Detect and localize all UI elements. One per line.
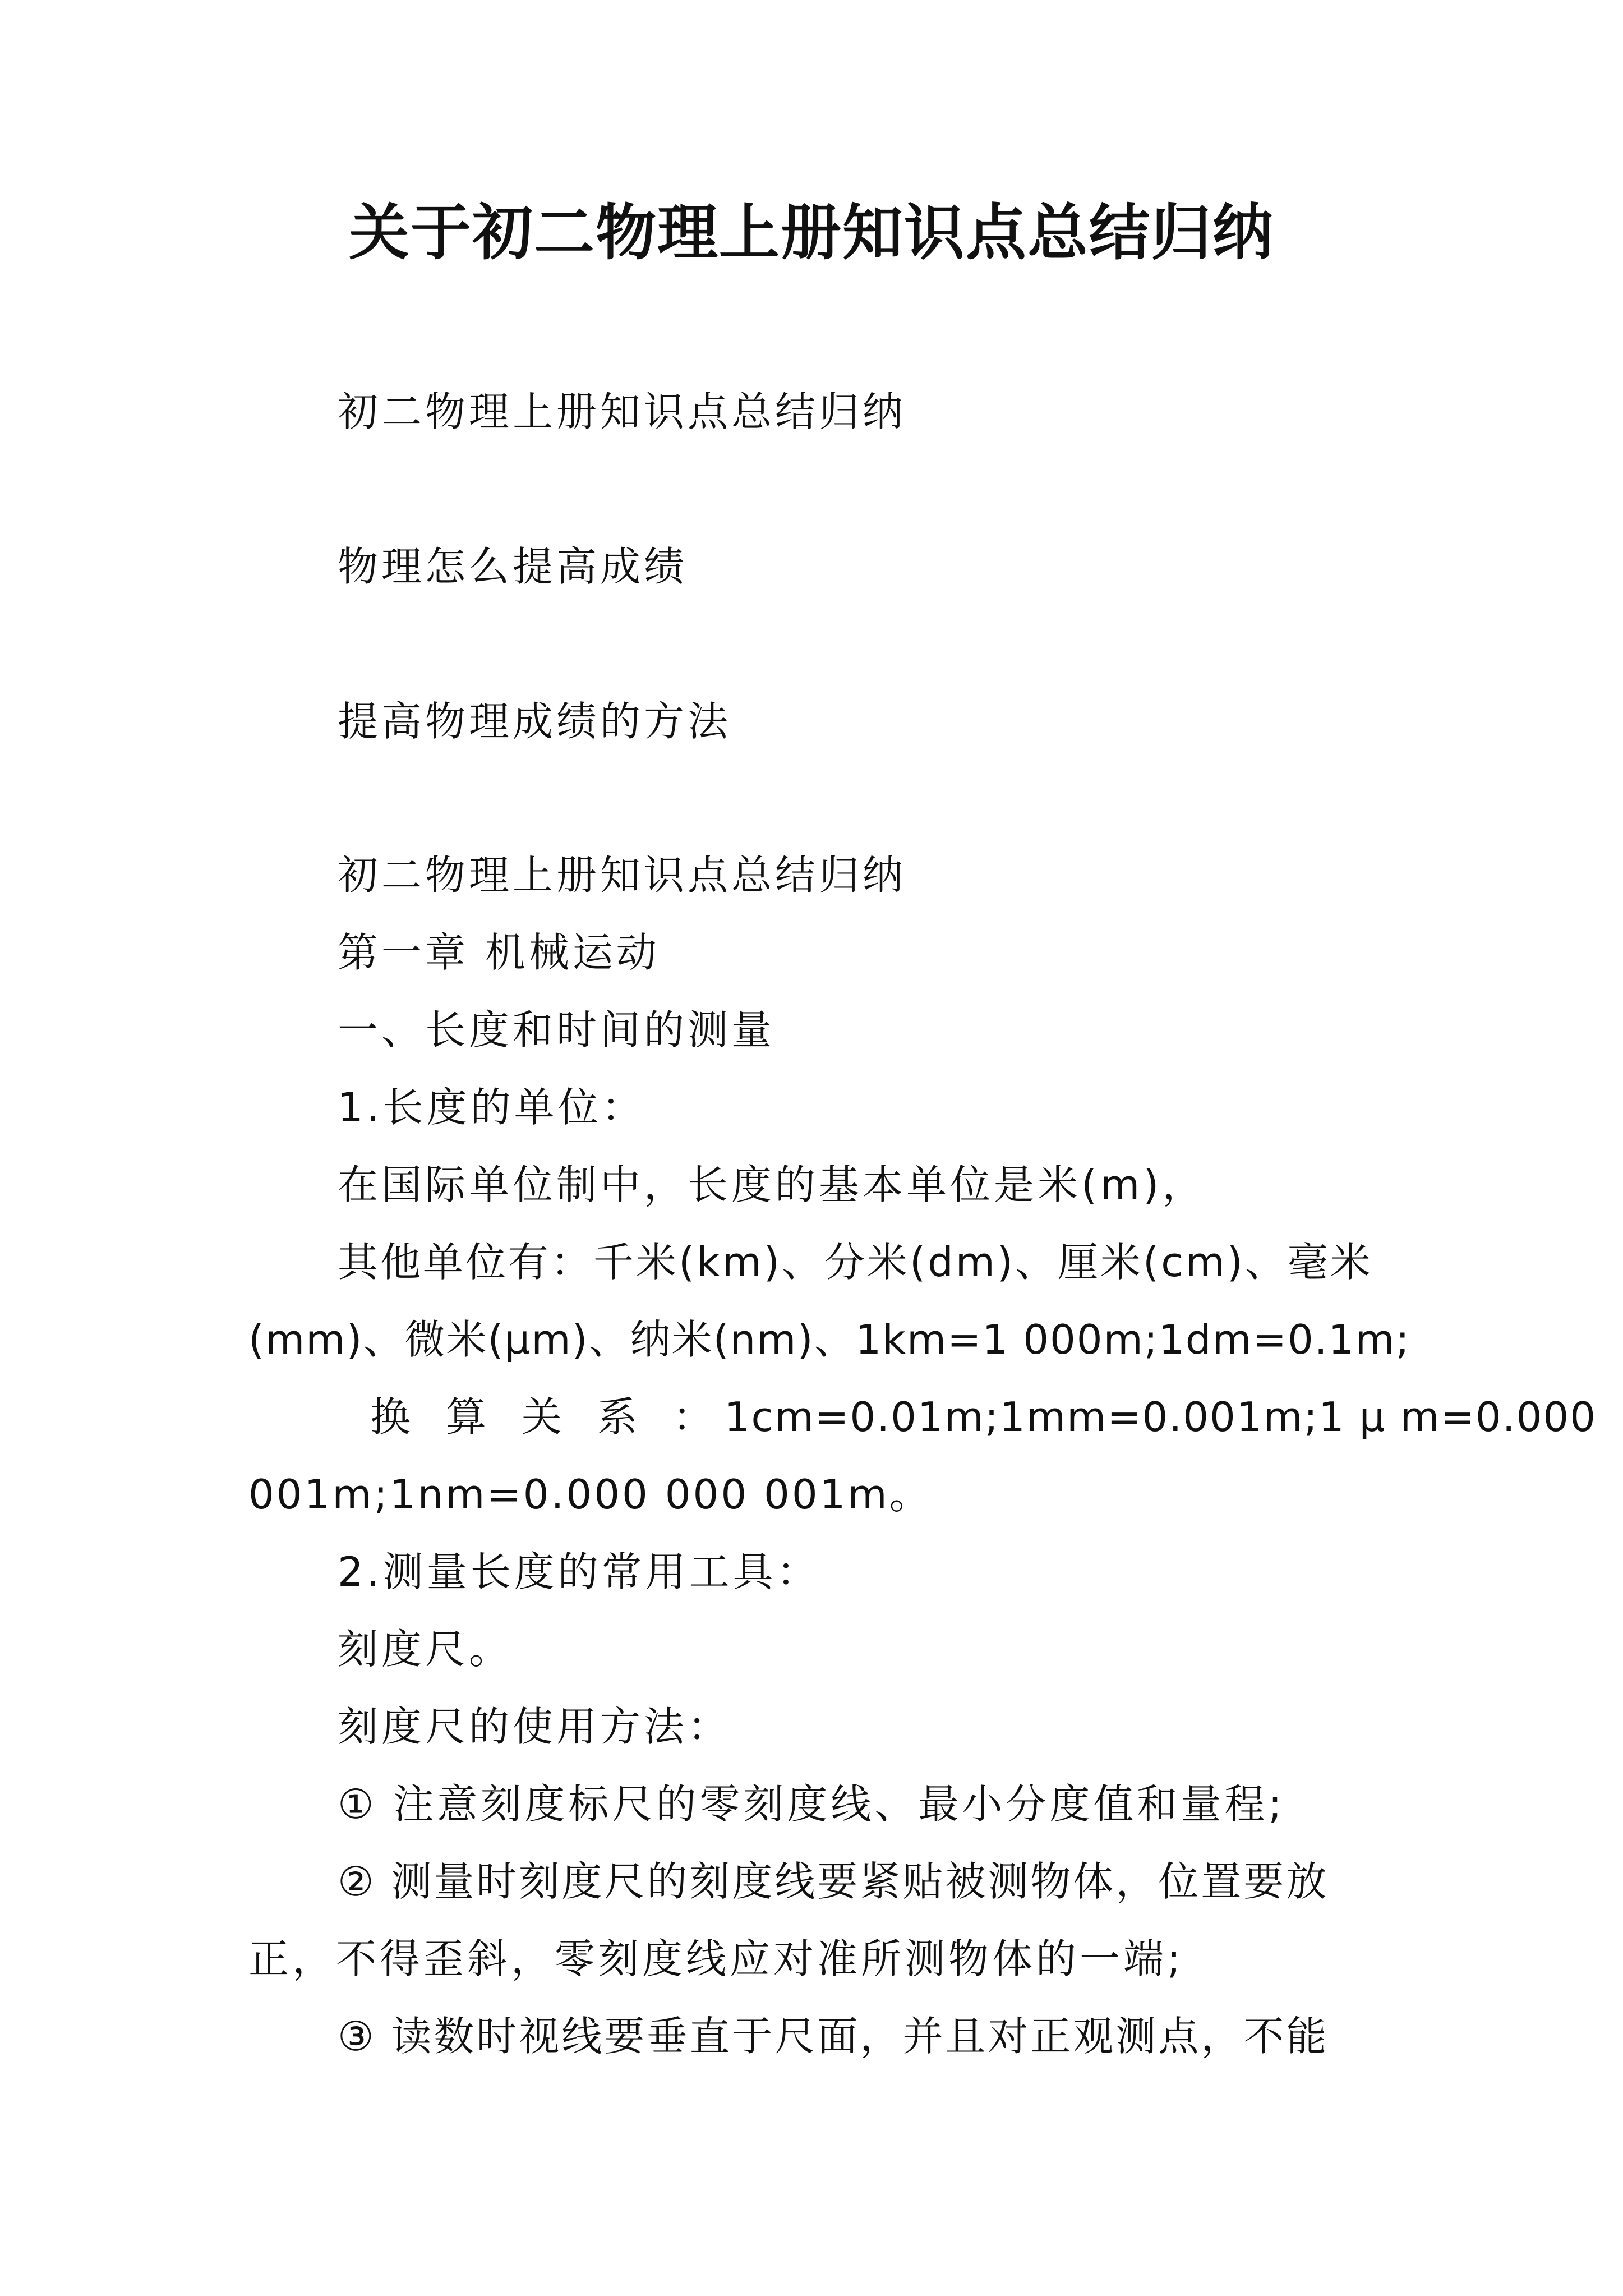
list-item-line: ③ 读数时视线要垂直于尺面，并且对正观测点，不能 [338,2013,1329,2060]
paragraph: 在国际单位制中，长度的基本单位是米(m)， [338,1161,1206,1208]
conversion-label: 换 算 关 系 ： [370,1393,725,1441]
subsection-heading: 1.长度的单位： [338,1084,645,1131]
subsection-heading: 2.测量长度的常用工具： [338,1548,820,1595]
paragraph: 刻度尺的使用方法： [338,1703,732,1750]
paragraph-subtitle: 初二物理上册知识点总结归纳 [338,388,907,435]
paragraph-line: 001m;1nm=0.000 000 001m。 [248,1471,932,1518]
document-title: 关于初二物理上册知识点总结归纳 [348,197,1274,268]
list-item-line: 正，不得歪斜，零刻度线应对准所测物体的一端; [248,1935,1184,1982]
chapter-heading: 第一章 机械运动 [338,929,660,976]
list-item: ① 注意刻度标尺的零刻度线、最小分度值和量程; [338,1780,1285,1828]
paragraph-line: 其他单位有：千米(km)、分米(dm)、厘米(cm)、毫米 [338,1239,1373,1286]
conversion-values: 1cm=0.01m;1mm=0.001m;1 μ m=0.000 [724,1393,1597,1441]
list-item-line: ② 测量时刻度尺的刻度线要紧贴被测物体，位置要放 [338,1858,1329,1905]
paragraph-heading: 提高物理成绩的方法 [338,698,732,745]
section-heading: 一、长度和时间的测量 [338,1006,776,1053]
paragraph-line: (mm)、微米(μm)、纳米(nm)、1km=1 000m;1dm=0.1m; [248,1316,1410,1363]
paragraph-section-title: 初二物理上册知识点总结归纳 [338,852,907,899]
paragraph-heading: 物理怎么提高成绩 [338,543,688,590]
paragraph-line [370,1389,1597,1445]
paragraph: 刻度尺。 [338,1626,513,1673]
